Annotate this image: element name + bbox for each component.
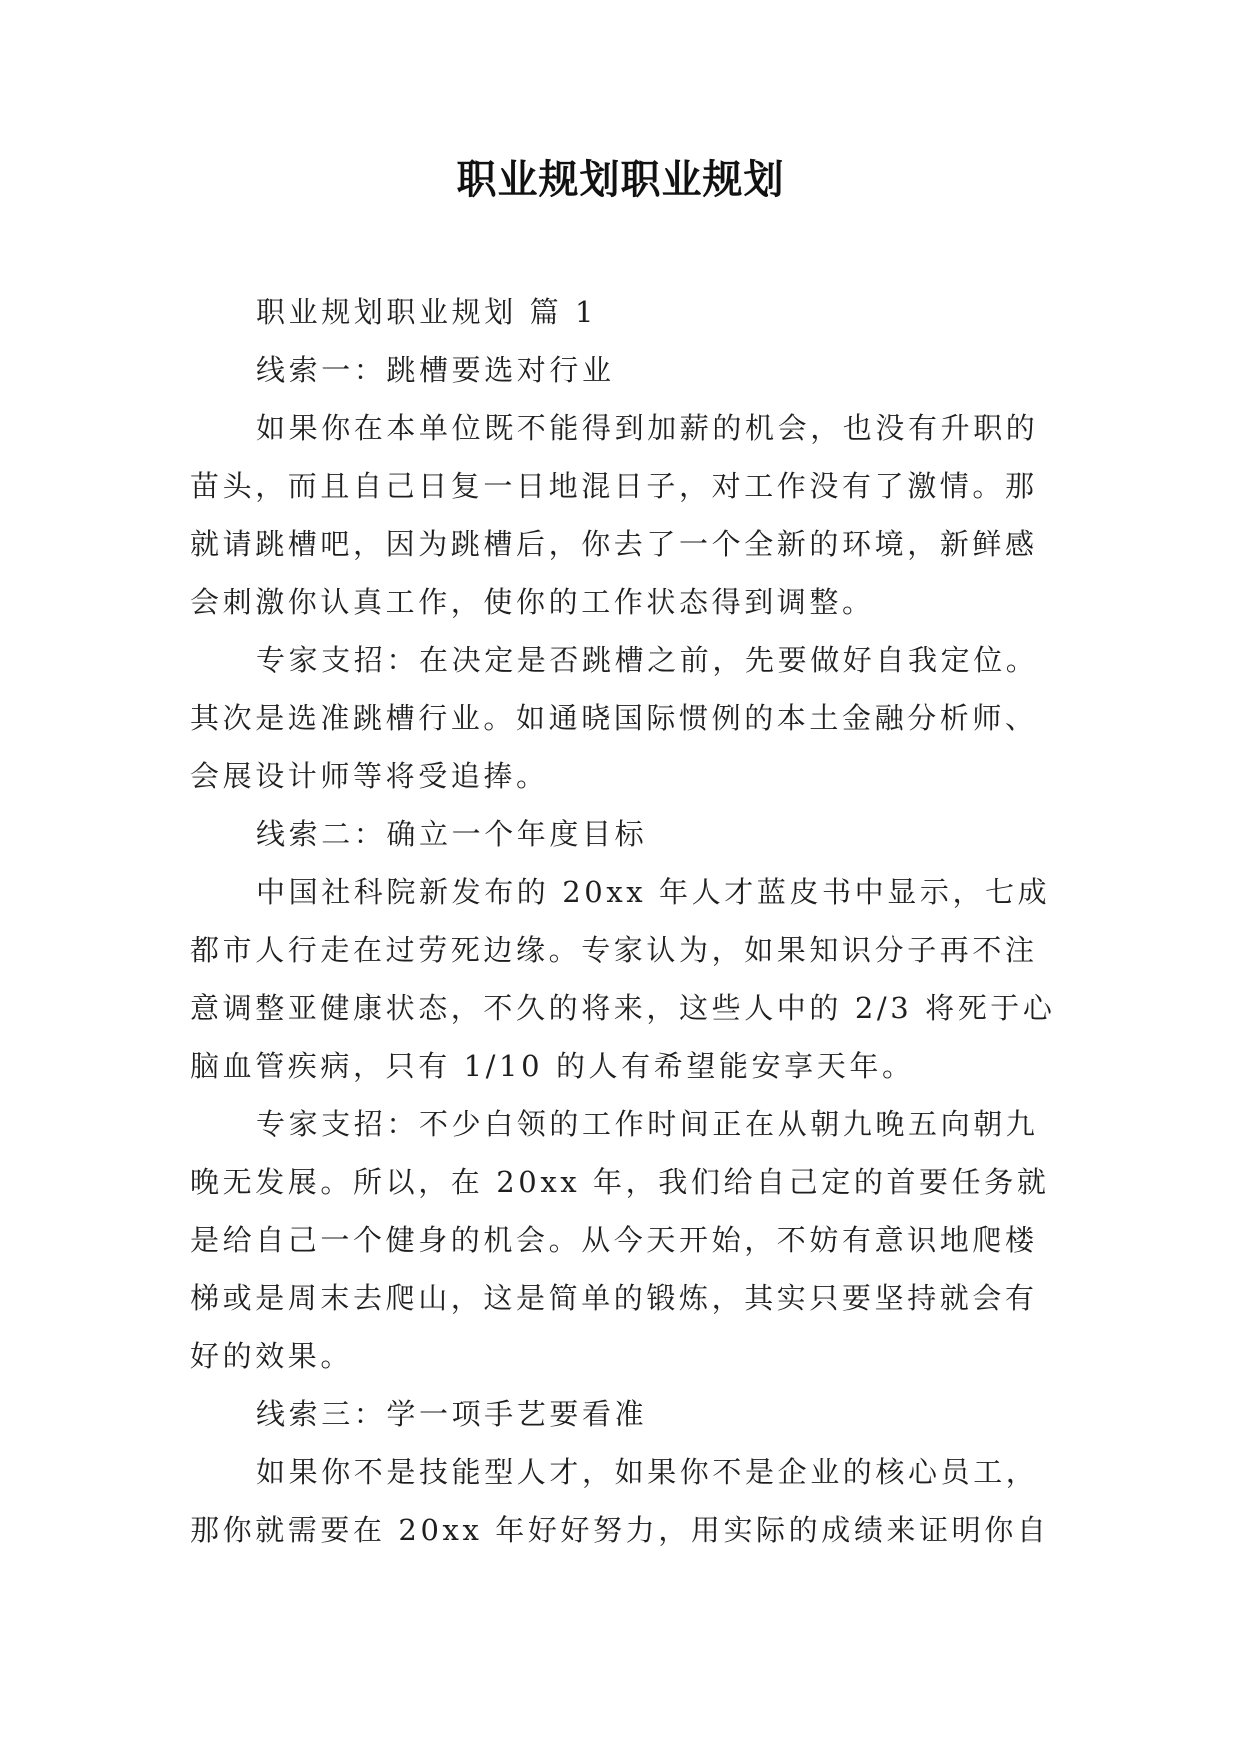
document-body (190, 283, 1062, 1559)
paragraph-line: 会刺激你认真工作，使你的工作状态得到调整。 (190, 585, 875, 619)
paragraph-line: 专家支招：在决定是否跳槽之前，先要做好自我定位。 (256, 643, 1039, 677)
paragraph-line: 专家支招：不少白领的工作时间正在从朝九晚五向朝九 (256, 1107, 1039, 1141)
paragraph-line: 那你就需要在 20xx 年好好努力，用实际的成绩来证明你自 (190, 1513, 1050, 1547)
paragraph-line: 好的效果。 (190, 1339, 354, 1373)
clue-heading: 线索一：跳槽要选对行业 (256, 353, 615, 387)
paragraph-line: 如果你在本单位既不能得到加薪的机会，也没有升职的 (256, 411, 1039, 445)
paragraph-line: 梯或是周末去爬山，这是简单的锻炼，其实只要坚持就会有 (190, 1281, 1038, 1315)
paragraph-line: 脑血管疾病，只有 1/10 的人有希望能安享天年。 (190, 1049, 915, 1083)
paragraph-line: 是给自己一个健身的机会。从今天开始，不妨有意识地爬楼 (190, 1223, 1038, 1257)
clue-heading: 线索三：学一项手艺要看准 (256, 1397, 648, 1431)
paragraph-line: 意调整亚健康状态，不久的将来，这些人中的 2/3 将死于心 (190, 991, 1056, 1025)
paragraph-line: 其次是选准跳槽行业。如通晓国际惯例的本土金融分析师、 (190, 701, 1038, 735)
paragraph-line: 就请跳槽吧，因为跳槽后，你去了一个全新的环境，新鲜感 (190, 527, 1038, 561)
clue-heading: 线索二：确立一个年度目标 (256, 817, 648, 851)
paragraph-line: 中国社科院新发布的 20xx 年人才蓝皮书中显示，七成 (256, 875, 1051, 909)
section-heading: 职业规划职业规划 篇 1 (256, 295, 598, 329)
document-title: 职业规划职业规划 (456, 157, 785, 203)
paragraph-line: 晚无发展。所以，在 20xx 年，我们给自己定的首要任务就 (190, 1165, 1050, 1199)
paragraph-line: 苗头，而且自己日复一日地混日子，对工作没有了激情。那 (190, 469, 1038, 503)
paragraph-line: 会展设计师等将受追捧。 (190, 759, 549, 793)
paragraph-line: 都市人行走在过劳死边缘。专家认为，如果知识分子再不注 (190, 933, 1038, 967)
paragraph-line: 如果你不是技能型人才，如果你不是企业的核心员工， (256, 1455, 1039, 1489)
